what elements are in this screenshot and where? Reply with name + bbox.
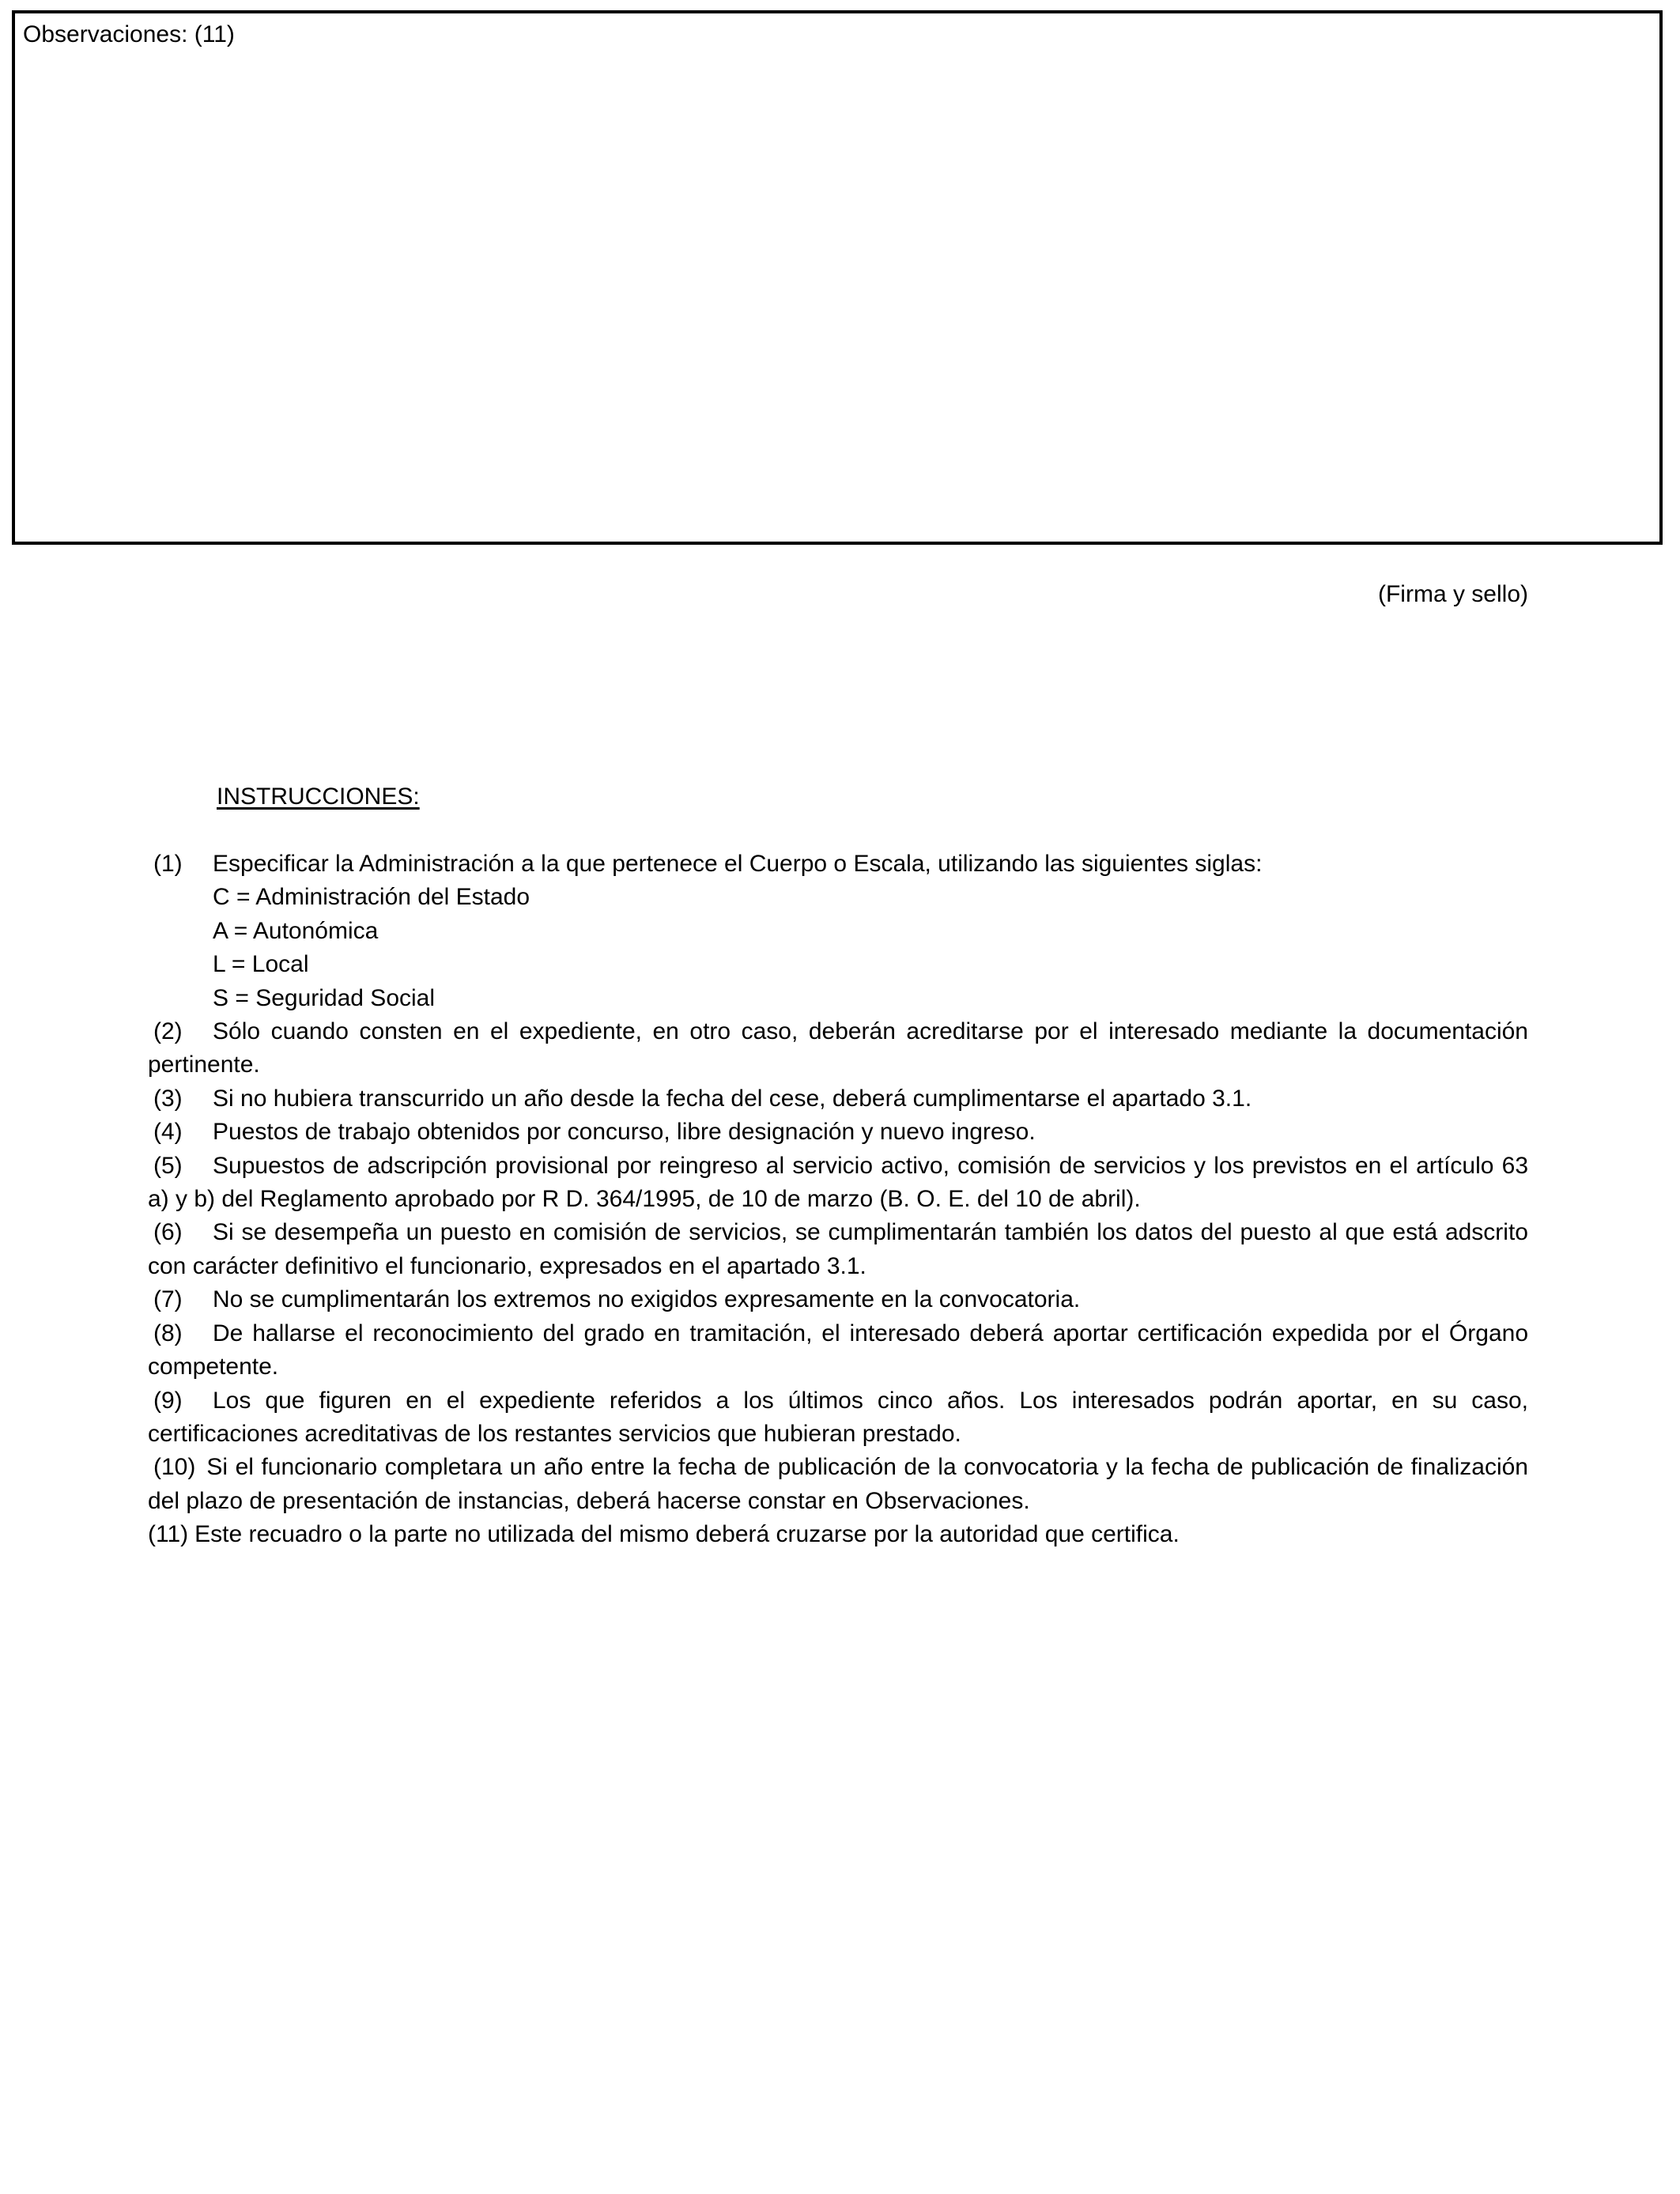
- instruccion-number: (10): [153, 1454, 196, 1481]
- instruccion-number: (3): [153, 1085, 183, 1112]
- instruccion-number: (4): [153, 1119, 183, 1146]
- firma-y-sello-label: (Firma y sello): [1377, 581, 1528, 607]
- observaciones-label: Observaciones: (11): [23, 21, 235, 47]
- instruccion-number: (11): [148, 1521, 189, 1548]
- instrucciones-title: INSTRUCCIONES:: [217, 784, 420, 810]
- instruccion-item-7: [148, 1283, 1528, 1316]
- instruccion-text: Especificar la Administración a la que pertenece el Cuerpo o Escala, utilizando las siguientes siglas:: [213, 851, 1263, 877]
- instruccion-item-6: [148, 1216, 1528, 1283]
- sigla-a: A = Autonómica: [213, 917, 379, 944]
- instruccion-item-11: [148, 1518, 1528, 1551]
- instruccion-text: Si se desempeña un puesto en comisión de servicios, se cumplimentarán también los datos del puesto al que está adscrito con carácter definitivo el funcionario, expresados en el apartado 3.1.: [148, 1219, 1528, 1279]
- instruccion-text: Si el funcionario completara un año entre la fecha de publicación de la convocatoria y la fecha de publicación de finalización del plazo de presentación de instancias, deberá hacerse constar en Observaciones.: [148, 1454, 1528, 1514]
- instruccion-text: Este recuadro o la parte no utilizada del mismo deberá cruzarse por la autoridad que certifica.: [194, 1521, 1180, 1548]
- sigla-l: L = Local: [213, 951, 309, 978]
- instruccion-text: Puestos de trabajo obtenidos por concurso, libre designación y nuevo ingreso.: [213, 1119, 1036, 1146]
- instruccion-item-4: [148, 1116, 1528, 1149]
- instruccion-item-5: [148, 1150, 1528, 1217]
- sigla-c: C = Administración del Estado: [213, 884, 530, 911]
- instruccion-number: (2): [153, 1018, 183, 1045]
- instruccion-number: (8): [153, 1320, 183, 1346]
- instruccion-number: (1): [153, 851, 183, 877]
- instruccion-number: (5): [153, 1152, 183, 1179]
- instruccion-number: (7): [153, 1286, 183, 1313]
- instruccion-text: No se cumplimentarán los extremos no exigidos expresamente en la convocatoria.: [213, 1286, 1081, 1313]
- instruccion-text: Supuestos de adscripción provisional por reingreso al servicio activo, comisión de servicios y los previstos en el artículo 63 a) y b) del Reglamento aprobado por R D. 364/1995, de 10 de marzo (B. O. E. del 10 de abril).: [148, 1152, 1528, 1213]
- instruccion-item-9: [148, 1384, 1528, 1452]
- instruccion-item-8: [148, 1317, 1528, 1384]
- instruccion-item-1: [148, 848, 1528, 881]
- instruccion-number: (9): [153, 1387, 183, 1414]
- instruccion-text: Los que figuren en el expediente referidos a los últimos cinco años. Los interesados podrán aportar, en su caso, certificaciones acreditativas de los restantes servicios que hubieran prestado.: [148, 1387, 1528, 1447]
- instruccion-number: (6): [153, 1219, 183, 1246]
- sigla-s: S = Seguridad Social: [213, 984, 436, 1011]
- instruccion-item-10: [148, 1451, 1528, 1518]
- instrucciones-list: [148, 848, 1528, 1552]
- instruccion-text: Sólo cuando consten en el expediente, en otro caso, deberán acreditarse por el interesado mediante la documentación pertinente.: [148, 1018, 1528, 1078]
- observaciones-box[interactable]: [12, 10, 1663, 545]
- instruccion-text: Si no hubiera transcurrido un año desde la fecha del cese, deberá cumplimentarse el apartado 3.1.: [213, 1085, 1252, 1112]
- instruccion-item-2: [148, 1015, 1528, 1082]
- instruccion-item-3: [148, 1082, 1528, 1116]
- instruccion-text: De hallarse el reconocimiento del grado en tramitación, el interesado deberá aportar certificación expedida por el Órgano competente.: [148, 1320, 1528, 1380]
